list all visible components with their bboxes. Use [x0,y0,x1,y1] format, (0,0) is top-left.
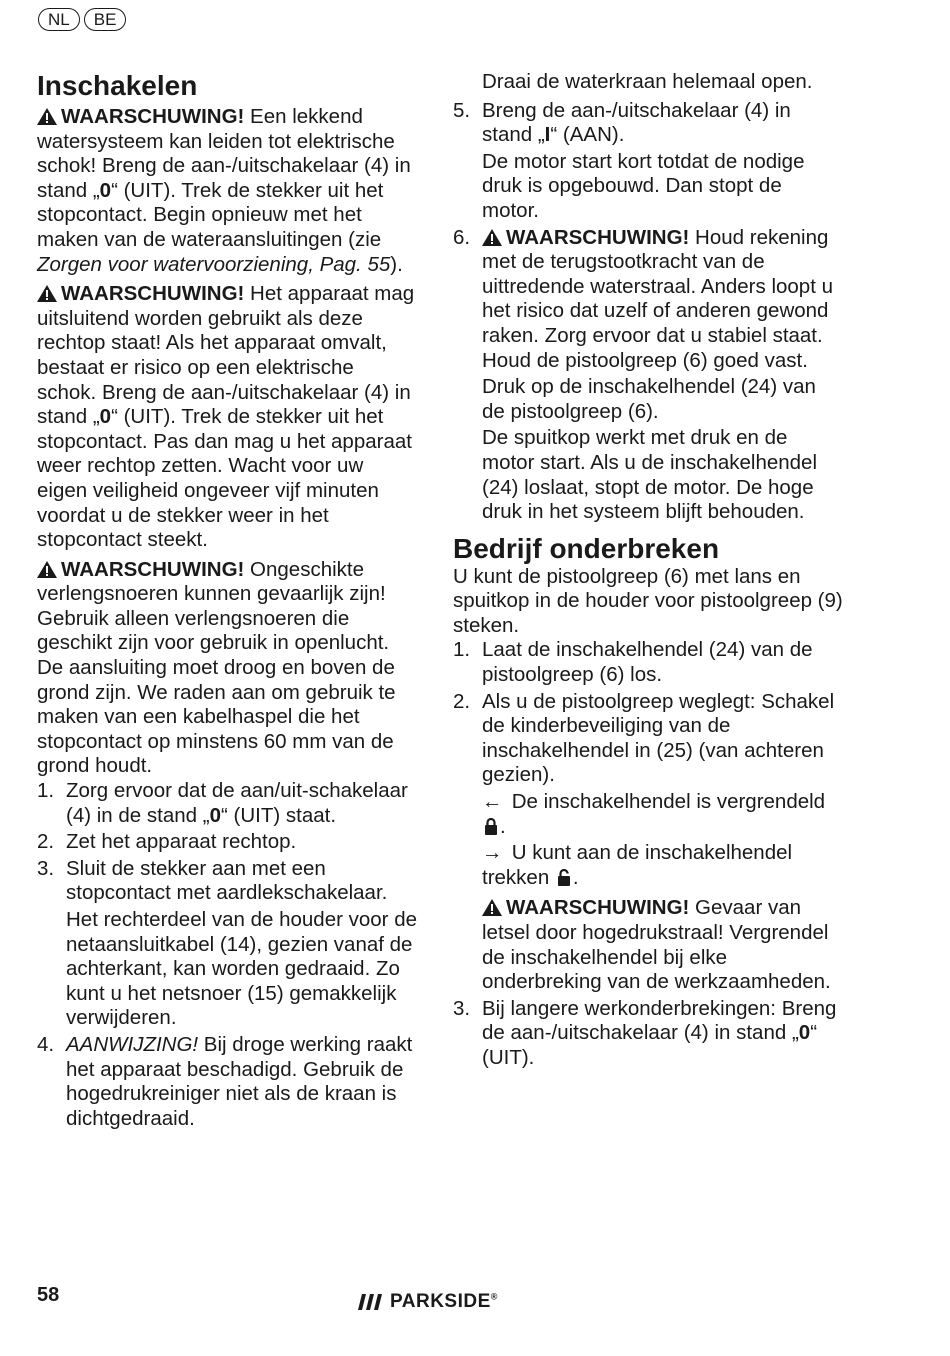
right-column [453,70,843,1076]
arrow-left-icon: ← [482,790,503,814]
warning-triangle-icon [37,285,57,302]
warning-label: WAARSCHUWING! [61,557,245,581]
list-item [37,1033,417,1131]
warning-triangle-icon [37,561,57,578]
step-text: “ (UIT). [482,1021,818,1069]
brand-name [390,1291,498,1313]
list-item [37,779,417,828]
step-number: 2. [453,689,471,713]
warning-text: ). [390,252,403,276]
lang-badge-be: BE [84,8,127,31]
step-text: Als u de pistoolgreep weglegt: Schakel de kinderbeveiliging van de inschakelhendel in (25) (van achteren gezien). [482,689,835,787]
step-text: Bij droge werking raakt het apparaat beschadigd. Gebruik de hogedrukreiniger niet als de kraan is dichtgedraaid. [66,1032,413,1130]
step-number: 5. [453,98,471,122]
step-subtext: Het rechterdeel van de houder voor de netaansluitkabel (14), gezien vanaf de achterkant, kan worden gedraaid. Zo kunt u het netsnoer (15) gemakkelijk verwijderen. [66,908,418,1030]
section-heading-inschakelen: Inschakelen [37,70,198,101]
list-item [453,997,843,1071]
step-text: Breng de aan-/uitschakelaar (4) in stand „ [482,98,791,147]
page-number: 58 [37,1284,60,1306]
step-text: Sluit de stekker aan met een stopcontact met aardlekschakelaar. [66,856,388,905]
warning-triangle-icon [37,108,57,125]
step-number: 1. [37,779,55,803]
result-period: . [572,865,579,889]
left-column [37,70,417,1136]
step-number: 6. [453,225,471,249]
switch-position-one: I [544,123,551,147]
warning-label: WAARSCHUWING! [506,896,690,920]
list-item [453,638,843,687]
warning-label: WAARSCHUWING! [61,105,245,128]
result-unlocked [482,841,843,890]
switch-position-zero: 0 [798,1021,811,1045]
result-text: De inschakelhendel is vergrendeld [506,790,826,814]
steps-list-interrupt [453,638,843,1070]
lock-closed-icon [484,818,498,835]
lang-badge-nl: NL [38,8,80,31]
step-subtext: Druk op de inschakelhendel (24) van de pistoolgreep (6). [482,375,816,423]
step-text: Zorg ervoor dat de aan/uit-schakelaar (4) in de stand „ [66,779,408,827]
warning-triangle-icon [482,229,502,246]
warning-text: Gevaar van letsel door hogedrukstraal! Vergrendel de inschakelhendel bij elke onderbreking van de werkzaamheden. [482,896,831,994]
warning-paragraph-3 [37,558,417,779]
warning-text: Ongeschikte verlengsnoeren kunnen gevaarlijk zijn! Gebruik alleen verlengsnoeren die geschikt zijn voor gebruik in openlucht. De aansluiting moet droog en boven de grond zijn. We raden aan om gebruik te maken van een kabelhaspel die het stopcontact op minstens 60 mm van de grond houdt. [37,557,396,778]
switch-position-zero: 0 [209,803,221,827]
warning-paragraph-2 [37,282,417,553]
lock-open-icon [557,869,571,886]
step-text: Bij langere werkonderbrekingen: Breng de aan-/uitschakelaar (4) in stand „ [482,996,837,1045]
list-item [37,830,417,855]
note-label: AANWIJZING! [66,1032,199,1056]
warning-text: Een lekkend watersysteem kan leiden tot elektrische schok! Breng de aan-/uitschakelaar (4) in stand „ [37,105,411,202]
step-subtext: De spuitkop werkt met druk en de motor start. Als u de inschakelhendel (24) loslaat, stopt de motor. De hoge druk in het systeem blijft behouden. [482,426,818,524]
warning-text: Houd rekening met de terugstootkracht van de uittredende waterstraal. Anders loopt u het risico dat uzelf of anderen gewond raken. Zorg ervoor dat u stabiel staat. Houd de pistoolgreep (6) goed vast. [482,225,833,372]
brand-slashes-icon [358,1294,384,1310]
switch-position-zero: 0 [99,405,112,429]
warning-label: WAARSCHUWING! [61,282,245,306]
step-continuation: Draai de waterkraan helemaal open. [482,70,813,93]
warning-triangle-icon [482,899,502,916]
section-heading-bedrijf-onderbreken: Bedrijf onderbreken [453,532,720,564]
brand-text: PARKSIDE [390,1291,491,1312]
step-number: 3. [37,856,55,880]
warning-paragraph-1 [37,105,417,277]
steps-list-left [37,779,417,1131]
result-period: . [500,814,506,838]
list-item [453,99,843,224]
parkside-logo [358,1291,498,1313]
switch-position-zero: 0 [99,178,112,202]
warning-text: Het apparaat mag uitsluitend worden gebruikt als deze rechtop staat! Als het apparaat omvalt, bestaat er risico op een elektrische schok. Breng de aan-/uitschakelaar (4) in stand „ [37,282,415,429]
step-number: 2. [37,830,55,854]
arrow-right-icon: → [482,841,503,865]
warning-text: “ (UIT). Trek de stekker uit het stopcontact. Begin opnieuw met het maken van de wateraansluitingen (zie [37,178,384,251]
intro-paragraph: U kunt de pistoolgreep (6) met lans en spuitkop in de houder voor pistoolgreep (9) steken. [453,564,843,637]
list-item [37,857,417,1031]
steps-list-right [453,99,843,525]
language-badges [38,8,126,31]
result-locked [482,790,843,839]
result-text: U kunt aan de inschakelhendel trekken [482,841,793,889]
step-text: “ (UIT) staat. [220,803,337,827]
registered-mark: ® [490,1291,498,1302]
step-number: 1. [453,638,471,662]
warning-text: “ (UIT). Trek de stekker uit het stopcontact. Pas dan mag u het apparaat weer rechtop zetten. Wacht voor uw eigen veiligheid ongeveer vijf minuten voordat u de stekker weer in het stopcontact steekt. [37,405,412,552]
step-text: “ (AAN). [550,123,625,147]
step-subtext: De motor start kort totdat de nodige druk is opgebouwd. Dan stopt de motor. [482,149,805,222]
step-number: 3. [453,996,471,1020]
step-text: Laat de inschakelhendel (24) van de pistoolgreep (6) los. [482,638,813,687]
list-item [453,690,843,995]
warning-label: WAARSCHUWING! [506,225,690,249]
list-item [453,226,843,525]
step-number: 4. [37,1032,55,1056]
step-text: Zet het apparaat rechtop. [66,830,297,854]
cross-reference: Zorgen voor watervoorziening, Pag. 55 [37,252,391,276]
warning-paragraph-4 [482,896,843,994]
